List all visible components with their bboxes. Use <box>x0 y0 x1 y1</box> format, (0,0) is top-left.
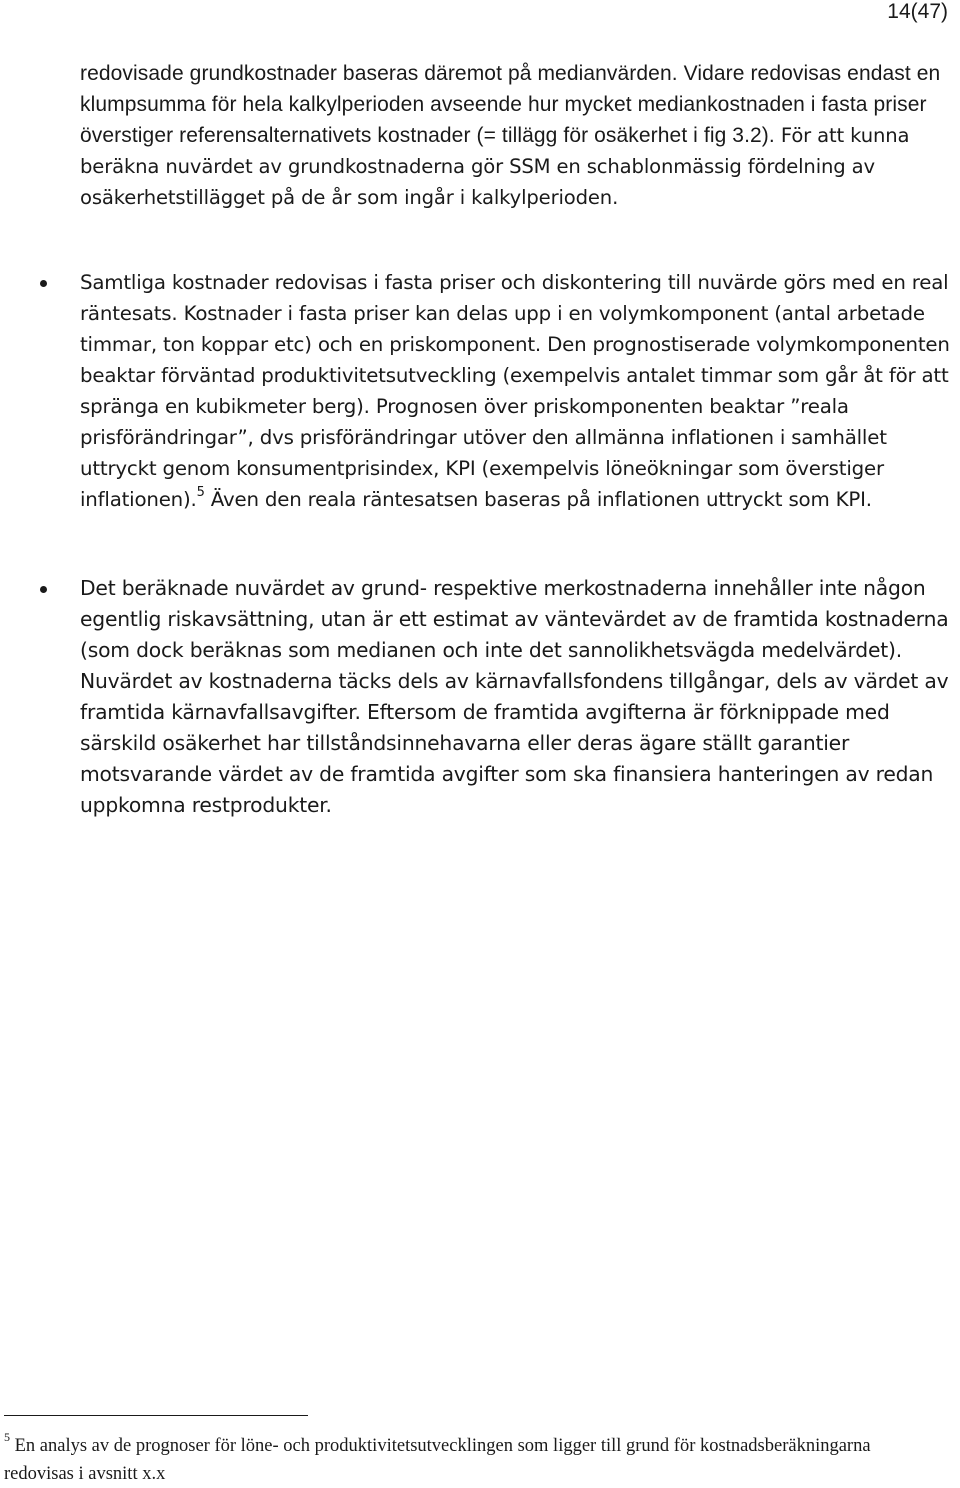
footnote <box>4 1429 944 1488</box>
bullet-text-continued: Även den reala räntesatsen baseras på inflationen uttryckt som KPI. <box>204 488 872 511</box>
footnote-separator <box>4 1415 308 1416</box>
intro-paragraph <box>80 58 956 213</box>
bullet-text: Samtliga kostnader redovisas i fasta priser och diskontering till nuvärde görs med en real räntesats. Kostnader i fasta priser kan delas upp i en volymkomponent (antal arbetade timmar, ton koppar etc) och en priskomponent. Den prognostiserade volymkomponenten beaktar förväntad produktivitetsutveckling (exempelvis antalet timmar som går åt för att spränga en kubikmeter berg). Prognosen över priskomponenten beaktar ”reala prisförändringar”, dvs prisförändringar utöver den allmänna inflationen i samhället uttryckt genom konsumentprisindex, KPI (exempelvis löneökningar som överstiger inflationen). <box>80 271 950 511</box>
bullet-icon <box>40 280 47 287</box>
footnote-reference: 5 <box>196 485 205 501</box>
bullet-item-fixed-prices <box>80 267 958 515</box>
intro-text-part1: redovisade grundkostnader baseras däremot på medianvärden. Vidare redovisas endast en klumpsumma för hela kalkylperioden avseende hur mycket mediankostnaden i fasta priser överstiger referensalternativets kostnader (= tillägg för osäkerhet i fig 3.2). <box>80 62 941 147</box>
footnote-text: En analys av de prognoser för löne- och produktivitetsutvecklingen som ligger till grund för kostnadsberäkningarna redovisas i avsnitt x.x <box>4 1436 871 1484</box>
bullet-text: Det beräknade nuvärdet av grund- respektive merkostnaderna innehåller inte någon egentlig riskavsättning, utan är ett estimat av väntevärdet av de framtida kostnaderna (som dock beräknas som medianen och inte det sannolikhetsvägda medelvärdet). Nuvärdet av kostnaderna täcks dels av kärnavfallsfondens tillgångar, dels av värdet av framtida kärnavfallsavgifter. Eftersom de framtida avgifterna är förknippade med särskild osäkerhet har tillståndsinnehavarna eller deras ägare ställt garantier motsvarande värdet av de framtida avgifter som ska finansiera hanteringen av redan uppkomna restprodukter. <box>80 576 949 817</box>
intro-text-part2: För att kunna beräkna nuvärdet av grundkostnaderna gör SSM en schablonmässig fördelning av osäkerhetstillägget på de år som ingår i kalkylperioden. <box>80 124 910 209</box>
footnote-number: 5 <box>4 1429 10 1444</box>
page-number: 14(47) <box>887 0 948 23</box>
bullet-icon <box>40 586 47 593</box>
bullet-item-present-value <box>80 573 958 821</box>
